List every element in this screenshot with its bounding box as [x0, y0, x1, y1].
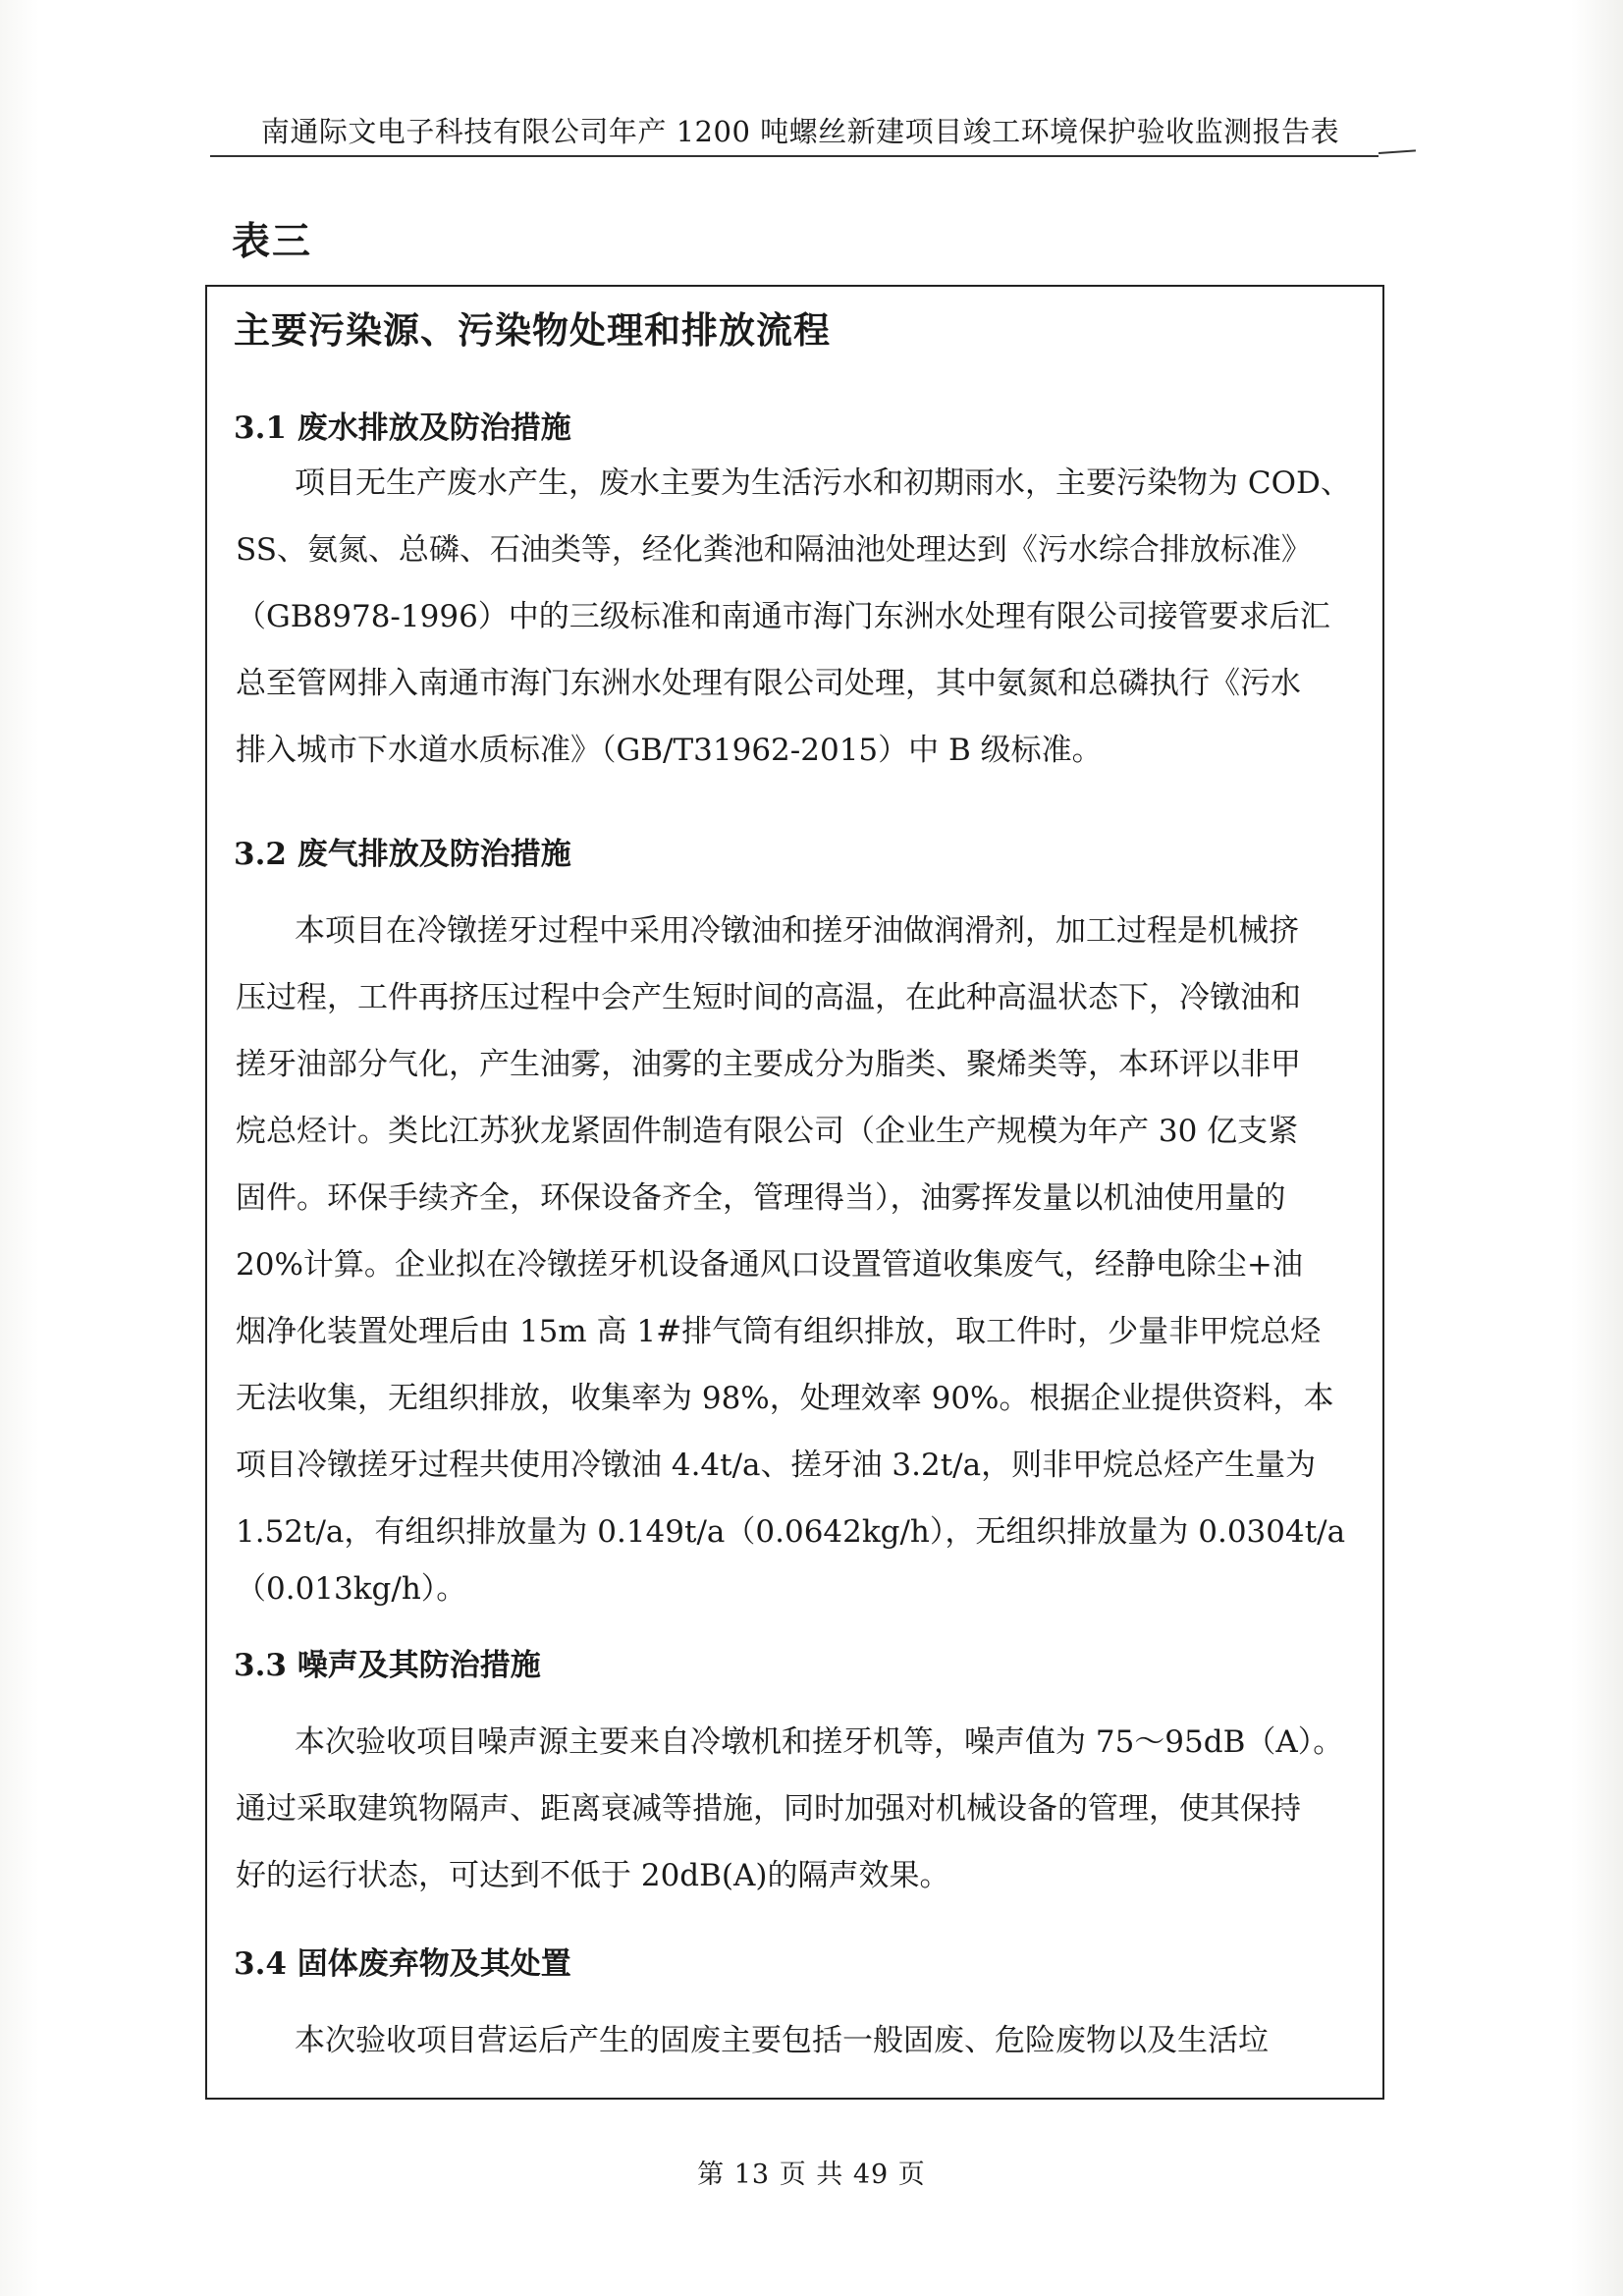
paragraph-line: 排入城市下水道水质标准》（GB/T31962-2015）中 B 级标准。 [236, 733, 1103, 768]
paragraph-line: 通过采取建筑物隔声、距离衰减等措施，同时加强对机械设备的管理，使其保持 [236, 1791, 1301, 1827]
paragraph-line: 总至管网排入南通市海门东洲水处理有限公司处理，其中氨氮和总磷执行《污水 [236, 666, 1301, 701]
paragraph-line: 无法收集，无组织排放，收集率为 98%，处理效率 90%。根据企业提供资料，本 [236, 1381, 1334, 1416]
subhead-noise: 3.3 噪声及其防治措施 [234, 1648, 541, 1683]
paragraph-line: SS、氨氮、总磷、石油类等，经化粪池和隔油池处理达到《污水综合排放标准》 [236, 532, 1312, 568]
header-rule-tail [1379, 149, 1416, 154]
subhead-exhaust-gas: 3.2 废气排放及防治措施 [234, 837, 571, 872]
header-rule [210, 155, 1379, 157]
paragraph-line: 本项目在冷镦搓牙过程中采用冷镦油和搓牙油做润滑剂，加工过程是机械挤 [295, 913, 1299, 949]
paragraph-line: 项目冷镦搓牙过程共使用冷镦油 4.4t/a、搓牙油 3.2t/a，则非甲烷总烃产生量为 [236, 1448, 1317, 1483]
subhead-solid-waste: 3.4 固体废弃物及其处置 [234, 1946, 571, 1982]
report-header-title: 南通际文电子科技有限公司年产 1200 吨螺丝新建项目竣工环境保护验收监测报告表 [260, 115, 1340, 148]
paragraph-line: 本次验收项目噪声源主要来自冷墩机和搓牙机等，噪声值为 75～95dB（A）。 [295, 1724, 1344, 1760]
paragraph-line: 1.52t/a，有组织排放量为 0.149t/a（0.0642kg/h），无组织排放量为 0.0304t/a [236, 1514, 1346, 1550]
subhead-wastewater: 3.1 废水排放及防治措施 [234, 410, 571, 446]
paragraph-line: 本次验收项目营运后产生的固废主要包括一般固废、危险废物以及生活垃 [295, 2023, 1269, 2058]
paragraph-line: 项目无生产废水产生，废水主要为生活污水和初期雨水，主要污染物为 COD、 [295, 465, 1351, 501]
table-label: 表三 [232, 219, 313, 264]
paragraph-line: （GB8978-1996）中的三级标准和南通市海门东洲水处理有限公司接管要求后汇 [236, 599, 1330, 634]
paragraph-line: 20%计算。企业拟在冷镦搓牙机设备通风口设置管道收集废气，经静电除尘+油 [236, 1247, 1303, 1283]
section-title: 主要污染源、污染物处理和排放流程 [234, 308, 831, 352]
paragraph-line: 固件。环保手续齐全，环保设备齐全，管理得当），油雾挥发量以机油使用量的 [236, 1180, 1286, 1216]
paragraph-line: 搓牙油部分气化，产生油雾，油雾的主要成分为脂类、聚烯类等，本环评以非甲 [236, 1047, 1301, 1082]
page-number: 第 13 页 共 49 页 [697, 2159, 926, 2190]
paragraph-line: 烷总烃计。类比江苏狄龙紧固件制造有限公司（企业生产规模为年产 30 亿支紧 [236, 1114, 1299, 1149]
paragraph-line: （0.013kg/h）。 [236, 1571, 467, 1607]
paragraph-line: 压过程，工件再挤压过程中会产生短时间的高温，在此种高温状态下，冷镦油和 [236, 980, 1301, 1015]
paragraph-line: 烟净化装置处理后由 15m 高 1#排气筒有组织排放，取工件时，少量非甲烷总烃 [236, 1314, 1322, 1349]
paragraph-line: 好的运行状态，可达到不低于 20dB(A)的隔声效果。 [236, 1858, 950, 1893]
